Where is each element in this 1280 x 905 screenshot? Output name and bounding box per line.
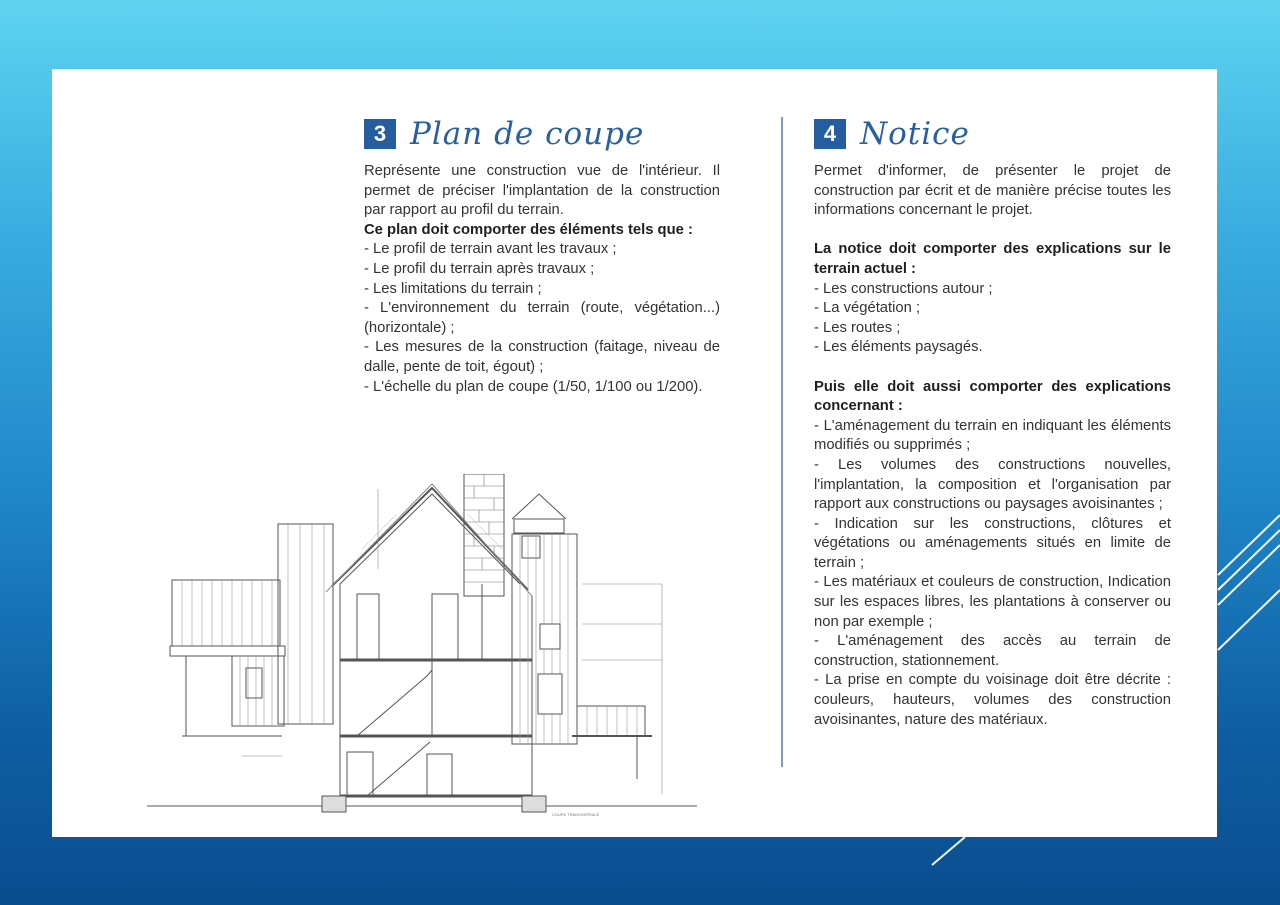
section-drawing-image — [142, 474, 702, 819]
list-heading: Ce plan doit comporter des éléments tels que : — [364, 221, 693, 238]
list-item: - La prise en compte du voisinage doit être décrite : couleurs, hauteurs, volumes des construction avoisinantes, nature des matériaux. — [814, 672, 1171, 728]
list-item: - Les volumes des constructions nouvelles, l'implantation, la composition et l'organisation par rapport aux constructions ou paysages avoisinantes ; — [814, 456, 1171, 513]
column-divider — [781, 117, 783, 767]
list-item: - L'aménagement du terrain en indiquant les éléments modifiés ou supprimés ; — [814, 417, 1171, 454]
subsection-heading: La notice doit comporter des explications sur le terrain actuel : — [814, 241, 1171, 277]
list-item: - Les routes ; — [814, 319, 901, 336]
section-number: 3 — [364, 119, 396, 149]
list-item: - L'échelle du plan de coupe (1/50, 1/100 ou 1/200). — [364, 378, 703, 395]
document-page — [52, 69, 1217, 837]
list-item: - L'aménagement des accès au terrain de construction, stationnement. — [814, 633, 1171, 669]
subsection-heading: Puis elle doit aussi comporter des explications concernant : — [814, 378, 1171, 415]
section-number: 4 — [814, 119, 846, 149]
section-body — [814, 162, 1171, 730]
intro-paragraph: Permet d'informer, de présenter le projet de construction par écrit et de manière précise toutes les informations concernant le projet. — [814, 163, 1171, 219]
section-heading — [814, 117, 970, 151]
list-item: - Les limitations du terrain ; — [364, 280, 542, 297]
list-item: - La végétation ; — [814, 300, 921, 317]
list-item: - Le profil de terrain avant les travaux ; — [364, 241, 617, 258]
section-body — [364, 162, 720, 397]
intro-paragraph: Représente une construction vue de l'intérieur. Il permet de préciser l'implantation de la construction par rapport au profil du terrain. — [364, 163, 720, 219]
list-item: - L'environnement du terrain (route, végétation...) (horizontale) ; — [364, 300, 720, 336]
drawing-caption: COUPE TRANSVERSALE — [552, 812, 600, 817]
section-title: Plan de coupe — [410, 116, 645, 152]
list-item: - Le profil du terrain après travaux ; — [364, 260, 595, 277]
section-heading — [364, 117, 644, 151]
list-item: - Indication sur les constructions, clôtures et végétations ou aménagements situés en limite de terrain ; — [814, 515, 1171, 571]
list-item: - Les matériaux et couleurs de construction, Indication sur les espaces libres, les plantations à conserver ou non par exemple ; — [814, 574, 1171, 630]
section-title: Notice — [860, 116, 970, 152]
list-item: - Les mesures de la construction (faitage, niveau de dalle, pente de toit, égout) ; — [364, 339, 720, 375]
list-item: - Les éléments paysagés. — [814, 339, 983, 356]
list-item: - Les constructions autour ; — [814, 280, 993, 297]
